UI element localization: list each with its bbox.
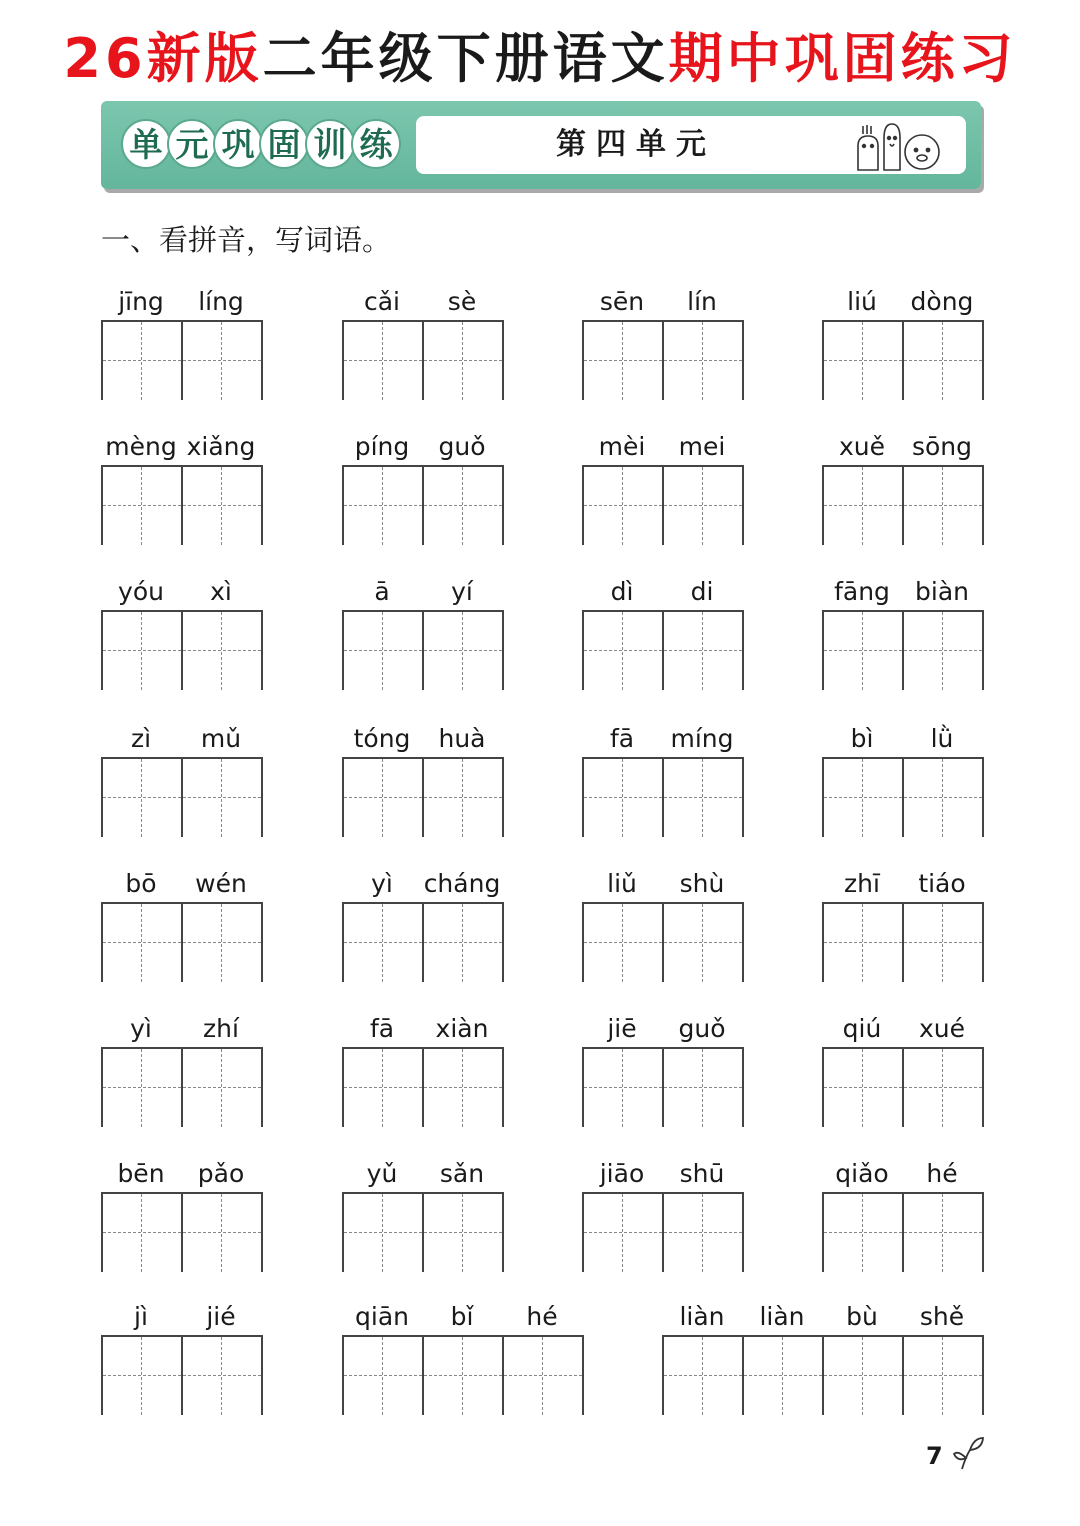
writing-boxes xyxy=(342,902,504,982)
pinyin-syllable: mèng xyxy=(105,432,177,461)
writing-boxes xyxy=(101,610,263,690)
writing-boxes xyxy=(342,465,504,545)
tianzige-cell[interactable] xyxy=(664,759,744,837)
pinyin-syllable: bǐ xyxy=(450,1302,474,1331)
pinyin-syllable: zì xyxy=(130,724,152,753)
pinyin-syllable: guǒ xyxy=(678,1014,726,1043)
tianzige-cell[interactable] xyxy=(344,1049,424,1127)
pinyin-syllable: mǔ xyxy=(200,724,242,753)
pinyin-syllable: xiǎng xyxy=(186,432,256,461)
pinyin-syllable: liàn xyxy=(759,1302,805,1331)
tianzige-cell[interactable] xyxy=(664,612,744,690)
pinyin-row xyxy=(822,1011,982,1047)
pinyin-syllable: sōng xyxy=(911,432,973,461)
tianzige-cell[interactable] xyxy=(824,1337,904,1415)
writing-boxes xyxy=(822,610,984,690)
tianzige-cell[interactable] xyxy=(424,612,504,690)
pinyin-row xyxy=(342,284,502,320)
pinyin-syllable: shě xyxy=(919,1302,965,1331)
badge-char: 训 xyxy=(305,119,355,169)
tianzige-cell[interactable] xyxy=(824,904,904,982)
pinyin-row xyxy=(582,429,742,465)
writing-boxes xyxy=(342,1192,504,1272)
tianzige-cell[interactable] xyxy=(103,904,183,982)
tianzige-cell[interactable] xyxy=(424,1194,504,1272)
pinyin-syllable: jiē xyxy=(607,1014,637,1043)
pinyin-row xyxy=(822,1156,982,1192)
pinyin-row xyxy=(342,1299,582,1335)
writing-boxes xyxy=(582,902,744,982)
tianzige-cell[interactable] xyxy=(904,904,984,982)
writing-boxes xyxy=(101,902,263,982)
tianzige-cell[interactable] xyxy=(824,322,904,400)
writing-boxes xyxy=(822,902,984,982)
tianzige-cell[interactable] xyxy=(744,1337,824,1415)
pinyin-syllable: xuě xyxy=(838,432,886,461)
pinyin-syllable: píng xyxy=(354,432,410,461)
pinyin-row xyxy=(822,429,982,465)
pinyin-row xyxy=(662,1299,982,1335)
badge-char: 练 xyxy=(351,119,401,169)
pinyin-syllable: cǎi xyxy=(363,287,400,316)
pinyin-syllable: jié xyxy=(206,1302,236,1331)
tianzige-cell[interactable] xyxy=(344,612,424,690)
tianzige-cell[interactable] xyxy=(584,1049,664,1127)
tianzige-cell[interactable] xyxy=(824,759,904,837)
tianzige-cell[interactable] xyxy=(344,1194,424,1272)
tianzige-cell[interactable] xyxy=(424,1049,504,1127)
tianzige-cell[interactable] xyxy=(344,322,424,400)
pinyin-row xyxy=(342,574,502,610)
writing-boxes xyxy=(582,610,744,690)
tianzige-cell[interactable] xyxy=(664,1049,744,1127)
pinyin-syllable: liàn xyxy=(679,1302,725,1331)
tianzige-cell[interactable] xyxy=(183,759,263,837)
pinyin-syllable: fāng xyxy=(834,577,890,606)
writing-boxes xyxy=(582,757,744,837)
pinyin-syllable: xì xyxy=(210,577,232,606)
pinyin-row xyxy=(582,284,742,320)
pinyin-syllable: huà xyxy=(438,724,486,753)
tianzige-cell[interactable] xyxy=(103,467,183,545)
tianzige-cell[interactable] xyxy=(904,1337,984,1415)
tianzige-cell[interactable] xyxy=(664,1194,744,1272)
tianzige-cell[interactable] xyxy=(904,759,984,837)
pinyin-row xyxy=(582,866,742,902)
pinyin-row xyxy=(101,866,261,902)
pinyin-syllable: lǜ xyxy=(930,724,954,753)
writing-boxes xyxy=(822,1192,984,1272)
tianzige-cell[interactable] xyxy=(344,1337,424,1415)
pinyin-syllable: yì xyxy=(371,869,393,898)
tianzige-cell[interactable] xyxy=(504,1337,584,1415)
pinyin-syllable: bì xyxy=(850,724,874,753)
tianzige-cell[interactable] xyxy=(183,612,263,690)
tianzige-cell[interactable] xyxy=(344,904,424,982)
tianzige-cell[interactable] xyxy=(824,1194,904,1272)
tianzige-cell[interactable] xyxy=(183,1049,263,1127)
writing-boxes xyxy=(101,1335,263,1415)
pinyin-syllable: xiàn xyxy=(435,1014,489,1043)
writing-boxes xyxy=(342,610,504,690)
pinyin-row xyxy=(582,574,742,610)
pinyin-row xyxy=(101,1011,261,1047)
pinyin-syllable: guǒ xyxy=(438,432,486,461)
pinyin-syllable: sǎn xyxy=(439,1159,485,1188)
badge-char: 固 xyxy=(259,119,309,169)
tianzige-cell[interactable] xyxy=(904,612,984,690)
pinyin-syllable: wén xyxy=(195,869,247,898)
tianzige-cell[interactable] xyxy=(424,467,504,545)
tianzige-cell[interactable] xyxy=(424,322,504,400)
writing-boxes xyxy=(101,1047,263,1127)
tianzige-cell[interactable] xyxy=(344,759,424,837)
writing-boxes xyxy=(822,465,984,545)
pinyin-syllable: biàn xyxy=(915,577,969,606)
sprout-icon xyxy=(952,1436,984,1470)
pinyin-row xyxy=(342,1156,502,1192)
tianzige-cell[interactable] xyxy=(584,467,664,545)
writing-boxes xyxy=(342,320,504,400)
pinyin-row xyxy=(101,574,261,610)
tianzige-cell[interactable] xyxy=(183,1194,263,1272)
tianzige-cell[interactable] xyxy=(183,904,263,982)
tianzige-cell[interactable] xyxy=(664,322,744,400)
writing-boxes xyxy=(582,1192,744,1272)
pinyin-syllable: qiān xyxy=(355,1302,409,1331)
pinyin-row xyxy=(342,721,502,757)
pinyin-syllable: lín xyxy=(687,287,717,316)
badge-char: 巩 xyxy=(213,119,263,169)
pinyin-syllable: liǔ xyxy=(607,869,637,898)
writing-boxes xyxy=(101,757,263,837)
pinyin-syllable: sēn xyxy=(599,287,645,316)
tianzige-cell[interactable] xyxy=(183,467,263,545)
pinyin-syllable: di xyxy=(690,577,714,606)
writing-boxes xyxy=(822,320,984,400)
writing-boxes xyxy=(101,1192,263,1272)
pinyin-syllable: fā xyxy=(609,724,635,753)
tianzige-cell[interactable] xyxy=(904,1194,984,1272)
pinyin-syllable: bù xyxy=(846,1302,878,1331)
pinyin-row xyxy=(101,284,261,320)
pinyin-syllable: bēn xyxy=(117,1159,165,1188)
pinyin-syllable: yí xyxy=(451,577,473,606)
pinyin-syllable: shù xyxy=(679,869,725,898)
writing-boxes xyxy=(342,757,504,837)
title-middle: 二年级下册语文 xyxy=(262,27,669,90)
pinyin-row xyxy=(582,1156,742,1192)
pinyin-syllable: jì xyxy=(134,1302,148,1331)
tianzige-cell[interactable] xyxy=(904,322,984,400)
pinyin-syllable: qiǎo xyxy=(835,1159,889,1188)
writing-boxes xyxy=(342,1335,584,1415)
tianzige-cell[interactable] xyxy=(824,467,904,545)
pinyin-row xyxy=(101,1299,261,1335)
page-number: 7 xyxy=(926,1442,943,1470)
pinyin-syllable: tóng xyxy=(353,724,411,753)
tianzige-cell[interactable] xyxy=(103,759,183,837)
tianzige-cell[interactable] xyxy=(183,322,263,400)
pinyin-syllable: jīng xyxy=(118,287,164,316)
tianzige-cell[interactable] xyxy=(344,467,424,545)
tianzige-cell[interactable] xyxy=(424,759,504,837)
writing-boxes xyxy=(342,1047,504,1127)
pinyin-syllable: líng xyxy=(198,287,244,316)
pinyin-row xyxy=(101,429,261,465)
pinyin-syllable: hé xyxy=(926,1159,958,1188)
title-prefix: 26新版 xyxy=(63,27,263,90)
tianzige-cell[interactable] xyxy=(664,467,744,545)
pinyin-syllable: sè xyxy=(447,287,477,316)
tianzige-cell[interactable] xyxy=(103,1337,183,1415)
section-title: 一、看拼音，写词语。 xyxy=(101,223,392,257)
pinyin-row xyxy=(342,1011,502,1047)
pinyin-row xyxy=(101,721,261,757)
pinyin-syllable: pǎo xyxy=(197,1159,245,1188)
badge-char: 元 xyxy=(167,119,217,169)
tianzige-cell[interactable] xyxy=(904,1049,984,1127)
pinyin-syllable: mei xyxy=(678,432,726,461)
pinyin-syllable: míng xyxy=(670,724,734,753)
writing-boxes xyxy=(822,757,984,837)
pinyin-syllable: dì xyxy=(610,577,634,606)
tianzige-cell[interactable] xyxy=(904,467,984,545)
writing-boxes xyxy=(101,320,263,400)
tianzige-cell[interactable] xyxy=(103,1194,183,1272)
tianzige-cell[interactable] xyxy=(103,612,183,690)
pinyin-syllable: fā xyxy=(369,1014,395,1043)
pinyin-row xyxy=(822,574,982,610)
tianzige-cell[interactable] xyxy=(584,322,664,400)
pinyin-row xyxy=(342,866,502,902)
tianzige-cell[interactable] xyxy=(424,1337,504,1415)
pinyin-row xyxy=(342,429,502,465)
pinyin-syllable: zhí xyxy=(203,1014,239,1043)
pinyin-syllable: zhī xyxy=(844,869,880,898)
badge-char: 单 xyxy=(121,119,171,169)
tianzige-cell[interactable] xyxy=(103,322,183,400)
tianzige-cell[interactable] xyxy=(584,904,664,982)
pinyin-row xyxy=(822,866,982,902)
tianzige-cell[interactable] xyxy=(424,904,504,982)
pinyin-row xyxy=(582,1011,742,1047)
tianzige-cell[interactable] xyxy=(183,1337,263,1415)
writing-boxes xyxy=(822,1047,984,1127)
pinyin-syllable: shū xyxy=(679,1159,725,1188)
pinyin-syllable: ā xyxy=(374,577,390,606)
writing-boxes xyxy=(582,320,744,400)
pinyin-syllable: yǔ xyxy=(366,1159,398,1188)
pinyin-row xyxy=(822,284,982,320)
writing-boxes xyxy=(582,1047,744,1127)
title-suffix: 期中巩固练习 xyxy=(668,27,1017,90)
tianzige-cell[interactable] xyxy=(584,612,664,690)
tianzige-cell[interactable] xyxy=(584,759,664,837)
pinyin-syllable: yì xyxy=(130,1014,152,1043)
pinyin-syllable: hé xyxy=(526,1302,558,1331)
tianzige-cell[interactable] xyxy=(584,1194,664,1272)
writing-boxes xyxy=(101,465,263,545)
writing-boxes xyxy=(662,1335,984,1415)
pinyin-syllable: cháng xyxy=(423,869,501,898)
pinyin-syllable: tiáo xyxy=(918,869,966,898)
pinyin-row xyxy=(822,721,982,757)
tianzige-cell[interactable] xyxy=(103,1049,183,1127)
pinyin-row xyxy=(101,1156,261,1192)
unit-title: 第四单元 xyxy=(556,127,716,162)
pinyin-syllable: mèi xyxy=(598,432,646,461)
pinyin-syllable: liú xyxy=(847,287,877,316)
tianzige-cell[interactable] xyxy=(824,1049,904,1127)
pinyin-syllable: dòng xyxy=(910,287,974,316)
tianzige-cell[interactable] xyxy=(664,1337,744,1415)
pinyin-syllable: jiāo xyxy=(599,1159,645,1188)
writing-boxes xyxy=(582,465,744,545)
pinyin-row xyxy=(582,721,742,757)
pinyin-syllable: yóu xyxy=(118,577,164,606)
tianzige-cell[interactable] xyxy=(664,904,744,982)
pinyin-syllable: xué xyxy=(918,1014,966,1043)
tianzige-cell[interactable] xyxy=(824,612,904,690)
pinyin-syllable: bō xyxy=(125,869,157,898)
pinyin-syllable: qiú xyxy=(842,1014,882,1043)
